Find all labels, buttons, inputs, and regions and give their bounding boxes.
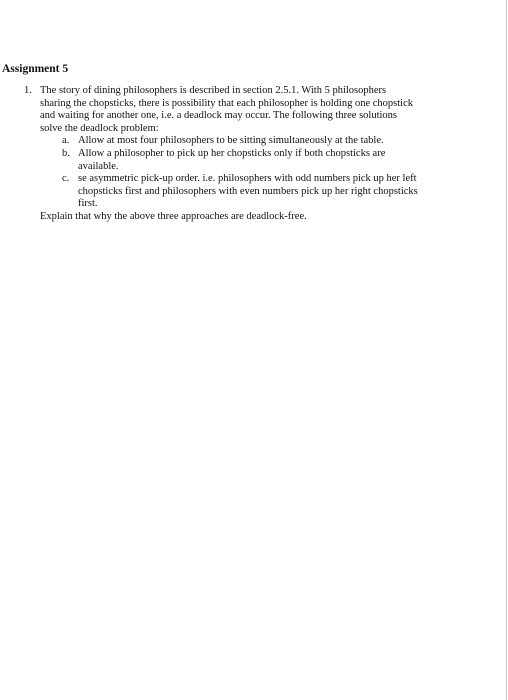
question-intro-line: and waiting for another one, i.e. a deadlock may occur. The following three solutions <box>40 110 397 122</box>
solution-letter: b. <box>62 147 70 159</box>
question-intro-line: solve the deadlock problem: <box>40 122 159 134</box>
question-closing-line: Explain that why the above three approaches are deadlock-free. <box>40 210 307 222</box>
question-intro-line: The story of dining philosophers is described in section 2.5.1. With 5 philosophers <box>40 85 387 96</box>
solution-letter: c. <box>62 173 70 185</box>
assignment-heading: Assignment 5 <box>2 63 69 75</box>
solution-text-line: first. <box>78 198 98 210</box>
solution-item-b <box>40 148 480 173</box>
solution-item-c <box>40 173 480 211</box>
question-intro-line: sharing the chopsticks, there is possibility that each philosopher is holding one chopstick <box>40 97 413 109</box>
solution-text-line: available. <box>78 160 119 172</box>
page-edge-divider <box>506 0 507 700</box>
solution-text-line: Allow a philosopher to pick up her chopsticks only if both chopsticks are <box>78 147 386 159</box>
solution-text-line: Allow at most four philosophers to be sitting simultaneously at the table. <box>78 135 384 147</box>
question-number: 1. <box>24 85 32 96</box>
solution-item-a <box>40 135 480 148</box>
question-body <box>40 85 480 224</box>
solution-letter: a. <box>62 135 70 147</box>
solution-text-line: se asymmetric pick-up order. i.e. philosophers with odd numbers pick up her left <box>78 173 417 185</box>
solution-text-line: chopsticks first and philosophers with even numbers pick up her right chopsticks <box>78 185 418 197</box>
